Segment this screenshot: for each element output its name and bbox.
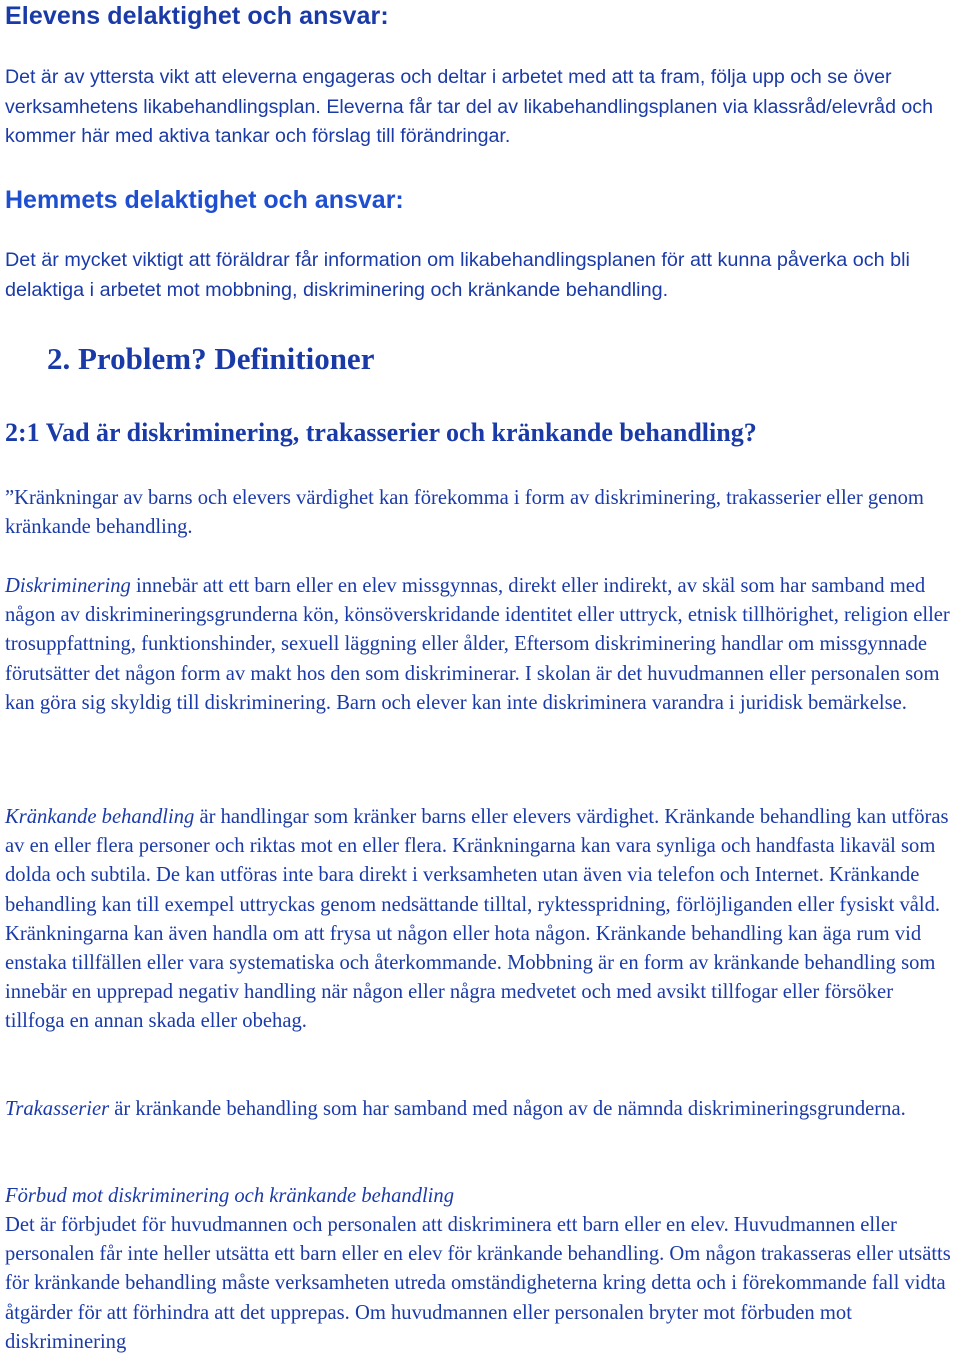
section-heading-problem-definitioner: 2. Problem? Definitioner <box>47 341 375 376</box>
paragraph-forbud: Det är förbjudet för huvudmannen och personalen att diskriminera ett barn eller en elev. Huvudmannen eller personalen får inte heller utsätta ett barn eller en elev för kränkande behandling. Om någon trakasseras eller utsätts för kränkande behandling måste verksamheten utreda omständigheterna kring detta och i förekommande fall vidta åtgärder för att förhindra att det upprepas. Om huvudmannen eller personalen bryter mot förbuden mot diskriminering <box>5 1214 951 1353</box>
definition-krankande-behandling: är handlingar som kränker barns eller elevers värdighet. Kränkande behandling kan utföras av en eller flera personer och riktas mot en eller flera. Kränkningarna kan vara synliga och handfasta likaväl som dolda och subtila. De kan utföras inte bara direkt i verksamheten utan även via telefon och Internet. Kränkande behandling kan till exempel uttryckas genom nedsättande tilltal, ryktesspridning, förlöjliganden eller fysiskt våld. Kränkningarna kan även handla om att frysa ut någon eller hota någon. Kränkande behandling kan äga rum vid enstaka tillfällen eller vara systematiska och återkommande. Mobbning är en form av kränkande behandling som innebär en upprepad negativ handling när någon eller några medvetet och med avsikt tillfogar eller försöker tillfoga en annan skada eller obehag. <box>5 806 949 1033</box>
subheading-vad-ar-diskriminering: 2:1 Vad är diskriminering, trakasserier och kränkande behandling? <box>5 418 757 447</box>
paragraph-trakasserier <box>5 1095 957 1124</box>
paragraph-krankande-behandling <box>5 803 957 1037</box>
term-krankande-behandling: Kränkande behandling <box>5 806 195 828</box>
term-forbud: Förbud mot diskriminering och kränkande behandling <box>5 1185 455 1207</box>
definition-trakasserier: är kränkande behandling som har samband med någon av de nämnda diskrimineringsgrunderna. <box>109 1098 906 1120</box>
term-diskriminering: Diskriminering <box>5 575 131 597</box>
paragraph-quote-krankningar: ”Kränkningar av barns och elevers värdighet kan förekomma i form av diskriminering, trakasserier eller genom kränkande behandling. <box>5 487 924 539</box>
paragraph-elevens-delaktighet: Det är av yttersta vikt att eleverna engageras och deltar i arbetet med att ta fram, följa upp och se över verksamhetens likabehandlingsplan. Eleverna får tar del av likabehandlingsplanen via klassråd/elevråd och kommer här med aktiva tankar och förslag till förändringar. <box>5 66 933 147</box>
definition-diskriminering: innebär att ett barn eller en elev missgynnas, direkt eller indirekt, av skäl som har samband med någon av diskrimineringsgrunderna kön, könsöverskridande identitet eller uttryck, etnisk tillhörighet, religion eller trosuppfattning, funktionshinder, sexuell läggning eller ålder, Eftersom diskriminering handlar om missgynnade förutsätter det någon form av makt hos den som diskriminerar. I skolan är det huvudmannen eller personalen som kan göra sig skyldig till diskriminering. Barn och elever kan inte diskriminera varandra i juridisk bemärkelse. <box>5 575 950 714</box>
paragraph-diskriminering <box>5 572 957 718</box>
paragraph-hemmets-delaktighet: Det är mycket viktigt att föräldrar får information om likabehandlingsplanen för att kunna påverka och bli delaktiga i arbetet mot mobbning, diskriminering och kränkande behandling. <box>5 249 910 301</box>
heading-hemmets-delaktighet: Hemmets delaktighet och ansvar: <box>5 186 404 214</box>
heading-elevens-delaktighet: Elevens delaktighet och ansvar: <box>5 2 389 30</box>
term-trakasserier: Trakasserier <box>5 1098 110 1120</box>
title-forbud <box>5 1182 957 1211</box>
